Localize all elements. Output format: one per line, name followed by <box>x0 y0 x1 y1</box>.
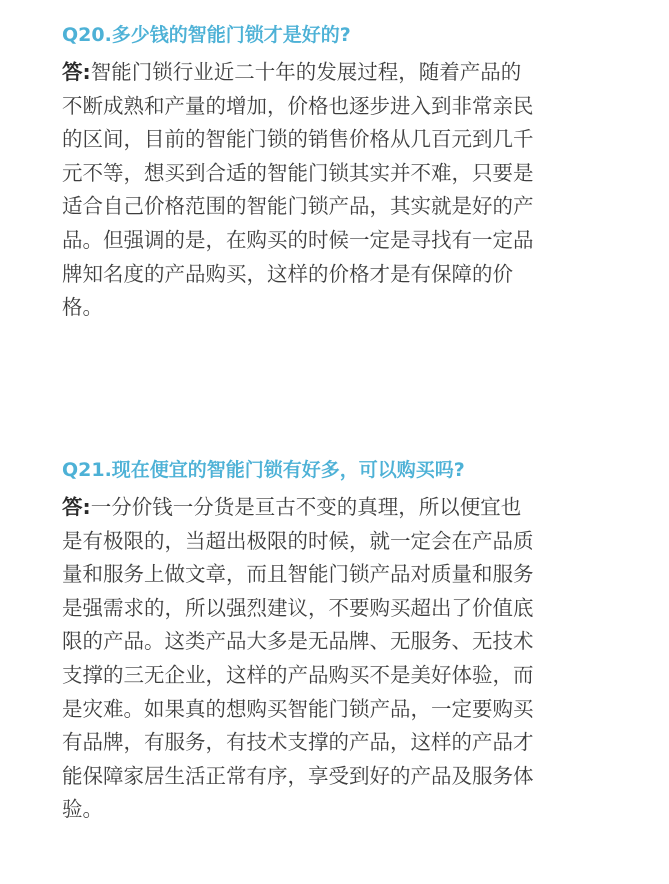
answer-line: 品。但强调的是，在购买的时候一定是寻找有一定品 <box>62 227 534 252</box>
qa-section-q20 <box>62 14 622 325</box>
answer-line: 能保障家居生活正常有序，享受到好的产品及服务体 <box>62 763 534 788</box>
answer-line: 是灾难。如果真的想购买智能门锁产品，一定要购买 <box>62 696 534 721</box>
answer-line: 适合自己价格范围的智能门锁产品，其实就是好的产 <box>62 194 534 219</box>
answer-line: 限的产品。这类产品大多是无品牌、无服务、无技术 <box>62 629 534 654</box>
answer-line: 验。 <box>62 797 103 822</box>
answer-line: 支撑的三无企业，这样的产品购买不是美好体验，而 <box>62 662 534 687</box>
answer-line: 是有极限的，当超出极限的时候，就一定会在产品质 <box>62 528 534 553</box>
answer-text: 智能门锁行业近二十年的发展过程，随着产品的 <box>90 60 522 84</box>
answer-text: 一分价钱一分货是亘古不变的真理，所以便宜也 <box>90 495 522 519</box>
answer-line: 牌知名度的产品购买，这样的价格才是有保障的价 <box>62 261 513 286</box>
answer-body <box>62 491 622 827</box>
answer-label: 答: <box>62 495 91 519</box>
answer-line: 格。 <box>62 295 103 320</box>
answer-line: 是强需求的，所以强烈建议，不要购买超出了价值底 <box>62 595 534 620</box>
answer-line <box>62 491 622 525</box>
answer-body <box>62 56 622 325</box>
answer-line: 量和服务上做文章，而且智能门锁产品对质量和服务 <box>62 562 534 587</box>
answer-line: 有品牌，有服务，有技术支撑的产品，这样的产品才 <box>62 730 534 755</box>
answer-line: 元不等，想买到合适的智能门锁其实并不难，只要是 <box>62 160 534 185</box>
answer-line <box>62 56 622 90</box>
question-heading: Q20.多少钱的智能门锁才是好的? <box>62 24 351 46</box>
answer-label: 答: <box>62 60 91 84</box>
question-heading: Q21.现在便宜的智能门锁有好多，可以购买吗? <box>62 459 465 481</box>
answer-line: 不断成熟和产量的增加，价格也逐步进入到非常亲民 <box>62 93 534 118</box>
qa-section-q21 <box>62 449 622 827</box>
answer-line: 的区间，目前的智能门锁的销售价格从几百元到几千 <box>62 127 534 152</box>
